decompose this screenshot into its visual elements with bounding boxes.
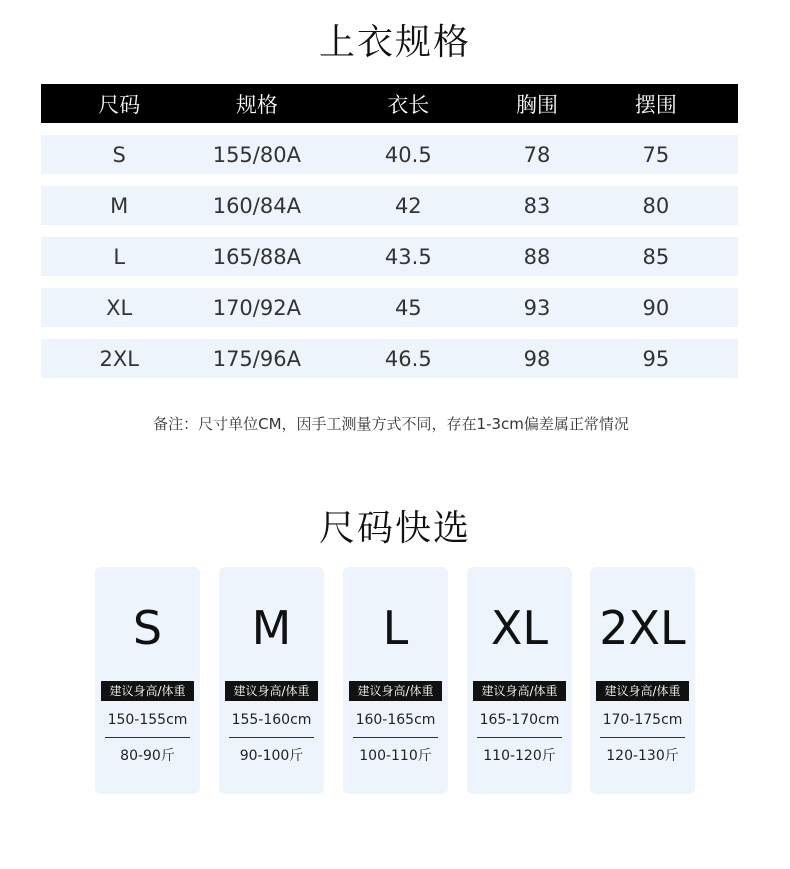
spec-table [41,84,738,378]
table-row [41,186,738,225]
cell-spec: 160/84A [212,193,301,218]
cell-chest: 78 [523,142,551,167]
card-badge: 建议身高/体重 [596,681,689,701]
cell-chest: 98 [523,346,551,371]
card-badge: 建议身高/体重 [225,681,318,701]
table-row [41,237,738,276]
table-row [41,135,738,174]
card-weight: 100-110斤 [359,748,432,764]
card-divider [600,737,685,738]
card-size: 2XL [599,601,686,655]
cell-spec: 175/96A [212,346,301,371]
table-row [41,288,738,327]
measurement-note: 备注：尺寸单位CM，因手工测量方式不同，存在1-3cm偏差属正常情况 [153,415,629,433]
card-divider [477,737,562,738]
cell-hem: 75 [642,142,670,167]
size-card-2xl[interactable] [590,567,695,794]
cell-spec: 170/92A [212,295,301,320]
card-height: 150-155cm [107,712,188,728]
cell-chest: 88 [523,244,551,269]
cell-hem: 90 [642,295,670,320]
card-divider [229,737,314,738]
card-height: 170-175cm [602,712,683,728]
quick-select-title: 尺码快选 [318,508,471,549]
card-size: S [132,601,163,655]
size-card-xl[interactable] [467,567,572,794]
card-height: 165-170cm [479,712,560,728]
size-card-m[interactable] [219,567,324,794]
cell-size: L [113,244,126,269]
table-header [41,84,738,123]
table-row [41,339,738,378]
cell-length: 42 [394,193,422,218]
header-length: 衣长 [387,92,430,117]
card-size: M [251,601,292,655]
card-weight: 120-130斤 [606,748,679,764]
cell-chest: 83 [523,193,551,218]
card-divider [353,737,438,738]
header-size: 尺码 [98,92,141,117]
size-card-s[interactable] [95,567,200,794]
header-spec: 规格 [235,92,278,117]
card-size: XL [490,601,549,655]
card-weight: 80-90斤 [120,748,175,764]
card-badge: 建议身高/体重 [473,681,566,701]
cell-hem: 80 [642,193,670,218]
card-height: 155-160cm [231,712,312,728]
header-chest: 胸围 [516,92,559,117]
cell-spec: 165/88A [212,244,301,269]
card-weight: 110-120斤 [483,748,556,764]
size-card-l[interactable] [343,567,448,794]
header-hem: 摆围 [634,92,677,117]
cell-size: XL [106,295,133,320]
cell-hem: 95 [642,346,670,371]
cell-length: 40.5 [384,142,432,167]
card-badge: 建议身高/体重 [349,681,442,701]
cell-length: 46.5 [384,346,432,371]
cell-length: 43.5 [384,244,432,269]
card-height: 160-165cm [355,712,436,728]
card-divider [105,737,190,738]
spec-title: 上衣规格 [318,22,471,63]
cell-length: 45 [394,295,422,320]
cell-spec: 155/80A [212,142,301,167]
card-badge: 建议身高/体重 [101,681,194,701]
cell-hem: 85 [642,244,670,269]
cell-size: S [112,142,126,167]
cell-size: 2XL [99,346,139,371]
card-size: L [382,601,409,655]
card-weight: 90-100斤 [239,748,304,764]
cell-chest: 93 [523,295,551,320]
cell-size: M [110,193,129,218]
